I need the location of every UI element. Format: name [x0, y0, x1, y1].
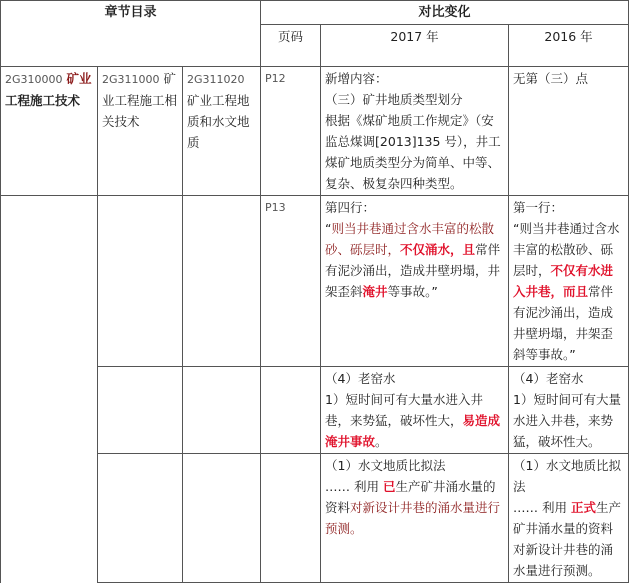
change-2016-cell	[509, 67, 629, 196]
change-2016-cell	[509, 454, 629, 583]
page-cell	[261, 367, 321, 454]
chapter-dir-header	[1, 1, 261, 67]
text: （三）矿井地质类型划分	[325, 92, 463, 107]
text: 根据《煤矿地质工作规定》（安监总煤调[2013]135 号），井工煤矿地质类型分为简单、中等、复杂、极复杂四种类型。	[325, 113, 501, 191]
l1-title-b: 工程施工技术	[5, 93, 81, 108]
change-2017-cell	[321, 454, 509, 583]
l2-title: 矿业工程施工相关技术	[102, 71, 178, 129]
l3-title: 矿业工程地质和水文地质	[187, 93, 250, 150]
text: 对新设计井巷的涌水量进行预测。	[325, 500, 501, 536]
l1-code: 2G310000	[5, 73, 63, 86]
text: 1）短时间可有大量水进入井巷，来势猛，破坏性大，	[325, 392, 483, 428]
text: 生产矿井涌水量的资料	[325, 479, 496, 515]
chapter-level1	[1, 67, 98, 196]
highlight-text: 已	[382, 479, 396, 494]
l3-code: 2G311020	[187, 73, 245, 86]
compare-header	[261, 1, 629, 25]
page-cell: P12	[261, 67, 321, 196]
change-2016-cell	[509, 196, 629, 367]
empty-cell	[183, 196, 261, 367]
empty-cell	[183, 454, 261, 583]
text: 则当井巷通过含水丰富的松散砂、砾层时，	[325, 221, 495, 257]
highlight-text: 不仅有水进入井巷，而且	[513, 263, 614, 299]
change-2016-cell	[509, 367, 629, 454]
text: 第四行：	[325, 200, 376, 215]
text: 新增内容：	[325, 71, 388, 86]
empty-cell	[98, 196, 183, 367]
text: （4）老窑水	[513, 371, 584, 386]
empty-cell	[98, 367, 183, 454]
text: （4）老窑水	[325, 371, 396, 386]
chapter-level3	[183, 67, 261, 196]
change-2017-cell	[321, 67, 509, 196]
text: 无第（三）点	[513, 71, 589, 86]
year-2017-header: 2017 年	[321, 25, 509, 67]
l1-title-a: 矿业	[66, 71, 92, 86]
highlight-text: 不仅涌水，且	[400, 242, 476, 257]
change-2017-cell	[321, 196, 509, 367]
text: 等事故。”	[387, 284, 438, 299]
text: （1）水文地质比拟法	[513, 458, 621, 494]
highlight-text: 易造成淹井事故	[325, 413, 501, 449]
year-2016-header: 2016 年	[509, 25, 629, 67]
page-cell	[261, 454, 321, 583]
text: 。	[375, 434, 388, 449]
text: “	[325, 221, 332, 236]
compare-label: 对比变化	[418, 5, 471, 20]
l2-code: 2G311000	[102, 73, 160, 86]
chapter-dir-label: 章节目录	[104, 5, 157, 20]
chapter-level2	[98, 67, 183, 196]
text: 1）短时间可有大量水进入井巷，来势猛，破坏性大。	[513, 392, 621, 449]
empty-cell	[98, 454, 183, 583]
chapter-level1-empty	[1, 196, 98, 583]
highlight-text: 淹井	[362, 284, 388, 299]
highlight-text: 正式	[570, 500, 596, 515]
text: 生产矿井涌水量的资料对新设计井巷的涌水量进行预测。	[513, 500, 622, 578]
page-header: 页码	[261, 25, 321, 67]
text: “则当井巷通过含水丰富的松散砂、砾层时，	[513, 221, 620, 278]
page-cell: P13	[261, 196, 321, 367]
text: …… 利用	[325, 479, 383, 494]
text: 常伴有泥沙涌出，造成井壁坍塌，井架歪斜	[325, 242, 501, 299]
text: …… 利用	[513, 500, 571, 515]
empty-cell	[183, 367, 261, 454]
text: 常伴有泥沙涌出，造成井壁坍塌，井架歪斜等事故。”	[513, 284, 614, 362]
text: 第一行：	[513, 200, 564, 215]
text: （1）水文地质比拟法	[325, 458, 446, 473]
change-2017-cell	[321, 367, 509, 454]
